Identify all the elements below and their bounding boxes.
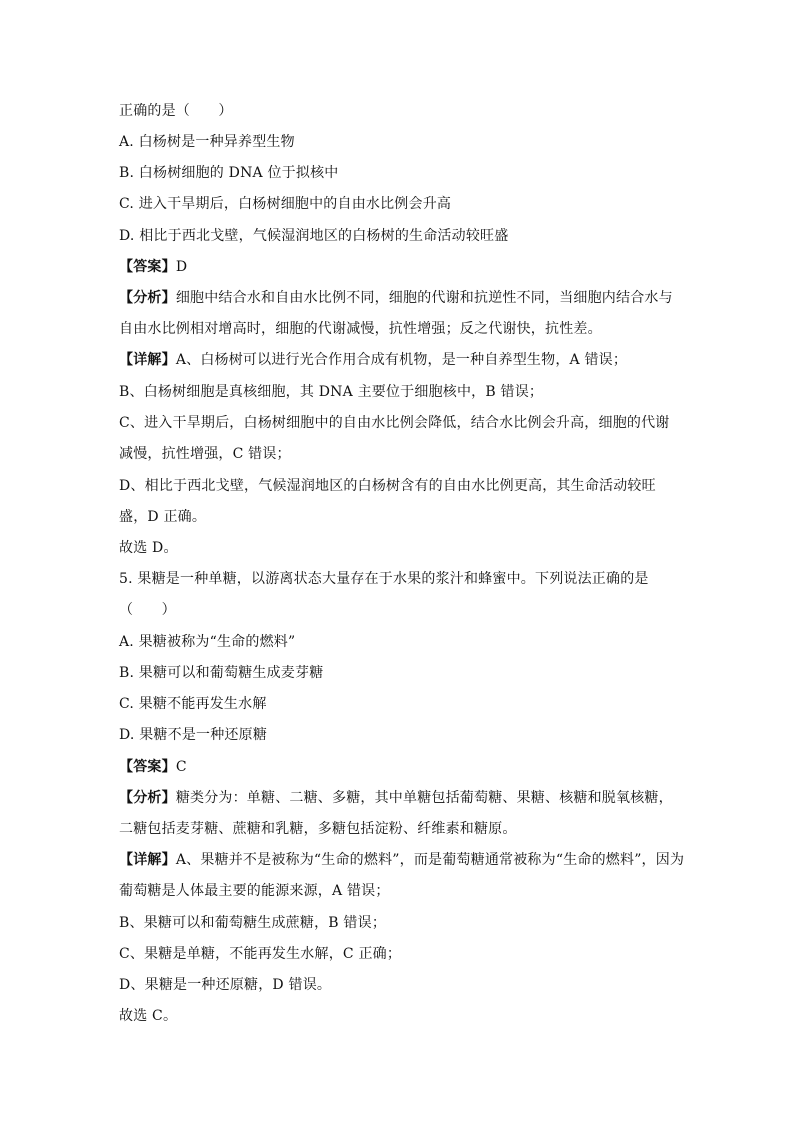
q5-option-d: D. 果糖不是一种还原糖 — [119, 727, 268, 743]
q4-option-b: B. 白杨树细胞的 DNA 位于拟核中 — [119, 165, 339, 181]
q4-analysis-line-1 — [119, 288, 673, 308]
analysis-tag: 【分析】 — [119, 290, 176, 306]
q4-detail-a — [119, 350, 627, 370]
q4-detail-c-line-1: C、进入干旱期后，白杨树细胞中的自由水比例会降低，结合水比例会升高，细胞的代谢 — [119, 415, 670, 431]
answer-tag: 【答案】 — [119, 259, 176, 275]
q5-option-a: A. 果糖被称为“生命的燃料” — [119, 634, 296, 650]
q5-analysis-line-1 — [119, 788, 673, 808]
q4-option-c: C. 进入干旱期后，白杨树细胞中的自由水比例会升高 — [119, 196, 452, 212]
q5-stem-line-2: （ ） — [119, 602, 176, 618]
q4-option-a: A. 白杨树是一种异养型生物 — [119, 134, 295, 150]
q5-answer — [119, 757, 187, 777]
q5-conclusion: 故选 C。 — [119, 1008, 178, 1024]
answer-value: D — [175, 259, 188, 275]
analysis-text: 糖类分为：单糖、二糖、多糖，其中单糖包括葡萄糖、果糖、核糖和脱氧核糖， — [175, 790, 673, 806]
q5-detail-b: B、果糖可以和葡萄糖生成蔗糖，B 错误； — [119, 915, 387, 931]
q5-detail-d: D、果糖是一种还原糖，D 错误。 — [119, 977, 332, 993]
q4-analysis-line-2: 自由水比例相对增高时，细胞的代谢减慢，抗性增强；反之代谢快，抗性差。 — [119, 321, 602, 337]
analysis-text: 细胞中结合水和自由水比例不同，细胞的代谢和抗逆性不同，当细胞内结合水与 — [175, 290, 673, 306]
answer-value: C — [175, 759, 187, 775]
q5-option-b: B. 果糖可以和葡萄糖生成麦芽糖 — [119, 665, 324, 681]
detail-text: A、果糖并不是被称为“生命的燃料”，而是葡萄糖通常被称为“生命的燃料”，因为 — [175, 852, 685, 868]
q5-option-c: C. 果糖不能再发生水解 — [119, 696, 267, 712]
q4-option-d: D. 相比于西北戈壁，气候湿润地区的白杨树的生命活动较旺盛 — [119, 228, 509, 244]
detail-text: A、白杨树可以进行光合作用合成有机物，是一种自养型生物，A 错误； — [175, 352, 628, 368]
q5-detail-a-line-1 — [119, 850, 684, 870]
q4-stem-tail: 正确的是（ ） — [119, 103, 233, 119]
q5-stem-line-1: 5. 果糖是一种单糖，以游离状态大量存在于水果的浆汁和蜂蜜中。下列说法正确的是 — [119, 571, 649, 587]
q4-detail-d-line-1: D、相比于西北戈壁，气候湿润地区的白杨树含有的自由水比例更高，其生命活动较旺 — [119, 478, 656, 494]
q5-detail-c: C、果糖是单糖，不能再发生水解，C 正确； — [119, 946, 402, 962]
q4-conclusion: 故选 D。 — [119, 540, 178, 556]
answer-tag: 【答案】 — [119, 759, 176, 775]
detail-tag: 【详解】 — [119, 352, 176, 368]
q5-detail-a-line-2: 葡萄糖是人体最主要的能源来源，A 错误； — [119, 883, 390, 899]
detail-tag: 【详解】 — [119, 852, 176, 868]
q4-detail-b: B、白杨树细胞是真核细胞，其 DNA 主要位于细胞核中，B 错误； — [119, 384, 544, 400]
q4-detail-c-line-2: 减慢，抗性增强，C 错误； — [119, 446, 291, 462]
analysis-tag: 【分析】 — [119, 790, 176, 806]
q4-answer — [119, 257, 187, 277]
q5-analysis-line-2: 二糖包括麦芽糖、蔗糖和乳糖，多糖包括淀粉、纤维素和糖原。 — [119, 821, 517, 837]
q4-detail-d-line-2: 盛，D 正确。 — [119, 509, 207, 525]
